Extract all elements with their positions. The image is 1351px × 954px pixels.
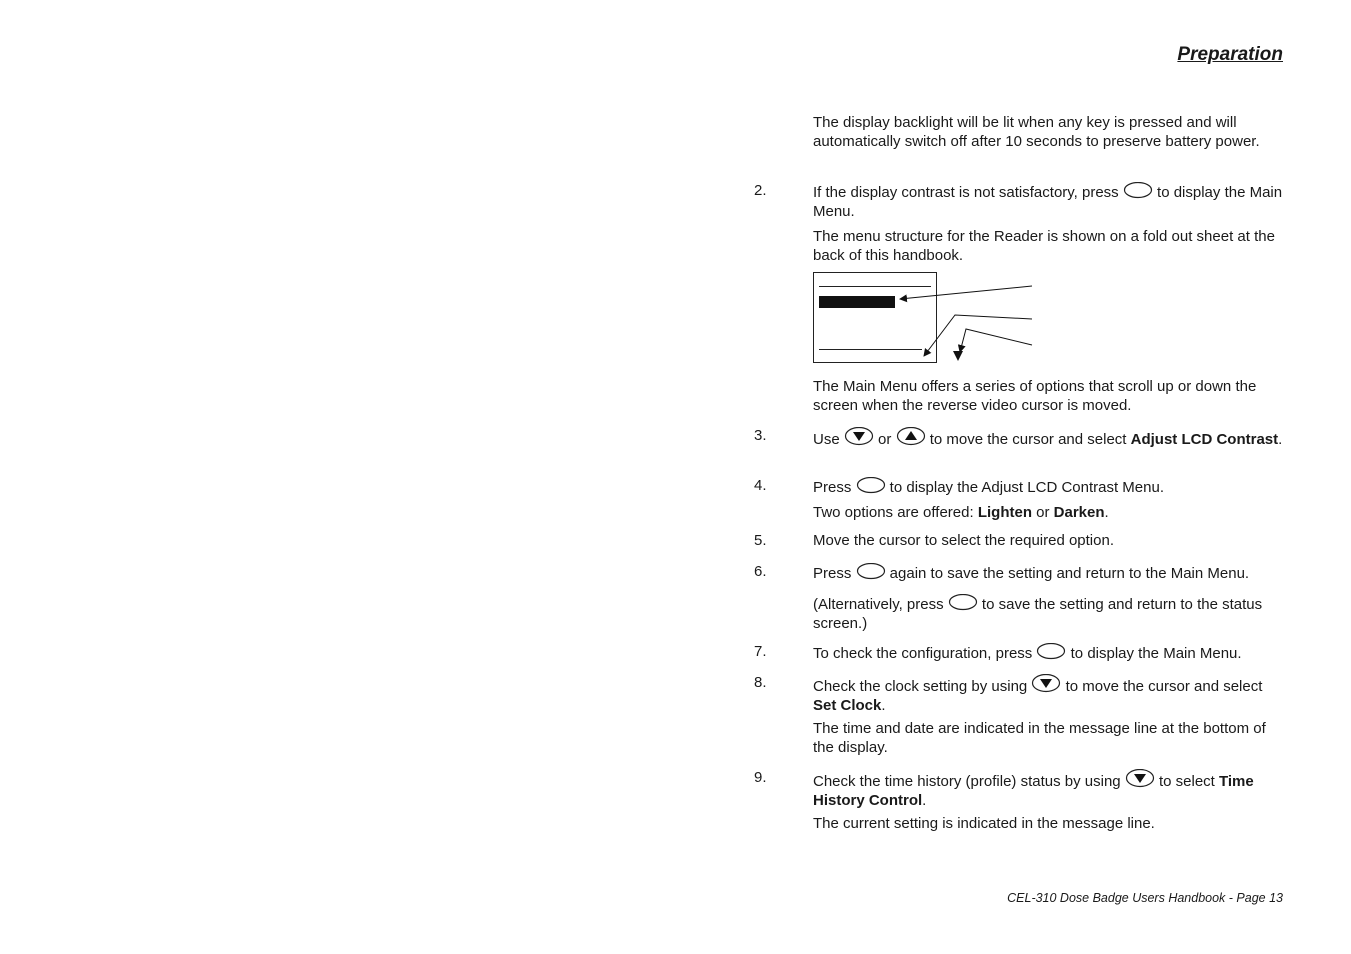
step-number: 5. [754,532,767,549]
enter-key-icon [948,594,978,612]
diagram-leader-lines [813,272,1038,367]
step-number: 6. [754,563,767,580]
step-number: 9. [754,769,767,786]
page-footer: CEL-310 Dose Badge Users Handbook - Page 13 [1007,891,1283,905]
up-arrow-key-icon [896,427,926,447]
step-4-options: Two options are offered: Lighten or Darken. [813,504,1109,521]
current-setting-paragraph: The current setting is indicated in the message line. [813,815,1155,832]
enter-key-icon [1036,643,1066,661]
step-number: 2. [754,182,767,199]
step-8: Check the clock setting by using to move the cursor and select Set Clock. [813,674,1288,715]
step-5: Move the cursor to select the required option. [813,532,1114,549]
backlight-paragraph: The display backlight will be lit when any key is pressed and will automatically switch off after 10 seconds to preserve battery power. [813,114,1260,150]
time-date-paragraph: The time and date are indicated in the message line at the bottom of the display. [813,720,1266,756]
step-number: 4. [754,477,767,494]
step-number: 8. [754,674,767,691]
enter-key-icon [856,563,886,581]
step-3: Use or to move the cursor and select Adjust LCD Contrast. [813,427,1288,450]
step-2: If the display contrast is not satisfactory, press to display the Main Menu. [813,184,1283,220]
enter-key-icon [856,477,886,495]
section-title: Preparation [1177,44,1283,65]
down-arrow-key-icon [844,427,874,447]
step-4: Press to display the Adjust LCD Contrast Menu. [813,479,1164,496]
main-menu-paragraph: The Main Menu offers a series of options that scroll up or down the screen when the reverse video cursor is moved. [813,378,1257,414]
step-6-alternative: (Alternatively, press to save the setting and return to the status screen.) [813,596,1263,632]
step-number: 3. [754,427,767,444]
step-6: Press again to save the setting and return to the Main Menu. [813,565,1250,582]
scroll-down-indicator-icon [953,351,963,361]
step-7: To check the configuration, press to display the Main Menu. [813,645,1242,662]
down-arrow-key-icon [1125,769,1155,789]
step-9: Check the time history (profile) status by using to select Time History Control. [813,769,1288,810]
menu-structure-paragraph: The menu structure for the Reader is shown on a fold out sheet at the back of this handbook. [813,228,1275,264]
down-arrow-key-icon [1031,674,1061,694]
step-number: 7. [754,643,767,660]
enter-key-icon [1123,182,1153,200]
